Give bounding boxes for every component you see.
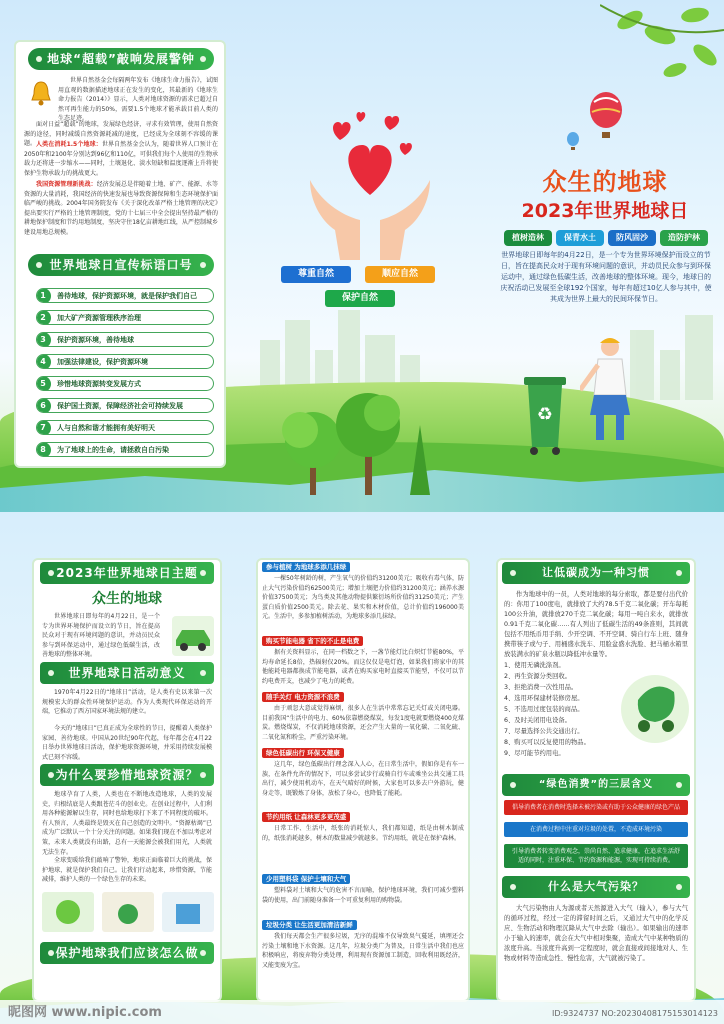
slogan-item: 3 保护资源环境，善待地球: [36, 332, 214, 347]
list-item: 3、拒绝消费一次性用品。: [504, 684, 578, 691]
list-item: 4、选用环保建材装修房屋。: [504, 695, 584, 702]
slogan-item: 1 善待地球，保护资源环境，就是保护我们自己: [36, 288, 214, 303]
consume-item: 倡导消费者在消费时选择未被污染或有助于公众健康的绿色产品: [504, 800, 688, 815]
why-text-2: 全球变暖给我们敲响了警钟，地球正面临着巨大的挑战，保护地球，就是保护我们自己。让我们行动起来，珍惜资源，节能减排，维护人类的一个绿色生存的未来。: [42, 857, 212, 884]
pill-respect-nature: 尊重自然: [281, 266, 351, 283]
electric-car-icon: [170, 616, 216, 656]
low-carbon-list: [504, 660, 624, 759]
tip-head: 购买节能电器 省下的不止是电费: [262, 636, 363, 646]
section-title-how: 保护地球我们应该怎么做: [40, 942, 214, 964]
tip-text: 塑料袋对土壤和大气的危害不言而喻，保护地球环境，我们可减少塑料袋的使用，出门前随身准备一个可重复利用的购物袋。: [262, 887, 464, 904]
tip-text: 我们每天都会生产很多垃圾，无序的混堆不仅导致臭气蔓延，填埋还会污染土壤和地下水资源。这几年，垃圾分类广为普及，日常生活中我们也应积极响应，将废弃物分类处理，利用现有资源加工制造，回收利用既经济，又能变废为宝。: [262, 933, 464, 969]
list-item: 6、及时关闭用电设备。: [504, 717, 571, 724]
earth-day-intro: 世界地球日即每年的4月22日，是一个专为世界环境保护而设立的节日，旨在提高民众对于现有环境问题的意识，并动员民众参与到环保运动中，通过绿色低碳生活，改善地球的整体环境。现今，地球日的庆祝活动已发展至全球192个国家，每年有超过10亿人参与其中，使其成为世界上最大的民间环保节日。: [500, 251, 712, 303]
section-title-theme: 2023年世界地球日主题: [40, 562, 214, 584]
low-carbon-text: 作为地球中的一员，人类对地球的每分索取，都是要付出代价的：你用了100度电，就排放了大约78.5千克二氧化碳；开车每耗100公升油，就排放270千克二氧化碳；每用一吨自来水，就排放0.91千克二氧化碳……有人列出了低碳生活的49条准则，其间就包括不用纸币用手绢、少开空调、不开空调、骑自行车上班、随身携带筷子或勺子、用桶盛水洗车、用脸盆盛水洗脸、把马桶水箱里放装满水的矿泉水瓶以降低冲水量等。: [504, 591, 688, 658]
section-title-why: 为什么要珍惜地球资源？: [40, 764, 214, 786]
inner-spread: [0, 512, 724, 1024]
overload-paragraph-1: 世界自然基金会每隔两年发布《地球生命力报告》，试图用直观的数据描述地球正在发生的变化，其最新的《地球生命力报告（2014）》显示，人类对地球资源的需求已超过自然可再生能力的50%，需要1.5个地球才能承载目前人类的生态足迹。: [58, 77, 218, 123]
meaning-text-1: 1970年4月22日的“地球日”活动，是人类有史以来第一次规模宏大的群众性环境保护运动。作为人类现代环保运动的开端，它推动了西方国家环境法规的建立。: [42, 689, 212, 716]
list-item: 5、不选用过度包装的商品。: [504, 706, 584, 713]
tag-wind-sand: 防风固沙: [608, 230, 656, 246]
tip-head: 随手关灯 电力资源不浪费: [262, 692, 344, 702]
tip-head: 少用塑料袋 保护土壤和大气: [262, 874, 350, 884]
tip-text: 由于顽忽大意或觉得麻烦，很多人在生活中常常忘记关灯或关闭电器。目前我国“生活中的电力、60%依靠燃烧煤炭，每发1度电就要燃烧400克煤炭。燃烧煤炭，不仅消耗地球资源，还会产生大量的一氧化碳、二氧化硫、二氧化氮和粉尘，严重污染环境。: [262, 705, 464, 741]
overload-paragraph-4-body: 经济发展总是伴随着土地、矿产、能源、水等资源的大量消耗，我国经济的快速发展也导致资源保障和生态环境保护面临严峻的挑战。2004年国务院发布《关于深化改革严格土地管理的决定》提出要实行严格的土地管理制度，党的十七届三中全会提出坚持最严格的耕地保护制度和节约用地制度，坚决守住18亿亩耕地红线，从严控制城乡建设用地总规模。: [24, 181, 218, 236]
red-lead-2: 我国资源管理新挑战：: [36, 181, 97, 188]
hot-air-balloon-icon: [586, 92, 626, 144]
slogan-item: 8 为了地球上的生命，请拯救自白污染: [36, 442, 214, 457]
watermark-id: ID:9324737 NO:20230408175153014123: [551, 1009, 718, 1018]
pill-protect-nature: 保护自然: [325, 290, 395, 307]
tip-text: 据有关资料显示，在同一档数之下，一盏节能灯比白炽灯节能80%，平均寿命延长8倍，热辐射仅20%。而这仅仅是电灯泡，如果我们将家中的其他能耗电器都换成节能电器，或者在购买家电时直接买节能型，不仅可以节约电费开支，也减少了电力的耗费。: [262, 649, 464, 685]
section-title-slogans: 世界地球日宣传标语口号: [28, 254, 214, 276]
slogan-item: 6 保护国土资源，保障经济社会可持续发展: [36, 398, 214, 413]
main-title-line1: 众生的地球: [542, 168, 668, 196]
section-title-earth-overload: 地球“超载”敲响发展警钟: [28, 48, 214, 70]
tag-shelter-forest: 造防护林: [660, 230, 708, 246]
green-activity-illustration: [42, 892, 214, 932]
theme-name: 众生的地球: [92, 591, 162, 607]
main-title-line2: 2023年世界地球日: [521, 200, 689, 222]
list-item: 2、再生资源分类回收。: [504, 673, 571, 680]
leaf-car-icon: [618, 672, 692, 746]
tip-head: 参与植树 为地球多添几抹绿: [262, 562, 350, 572]
overload-paragraph-3-body: 世界自然基金会认为，随着世界人口预计在2050年和2100年分别达到96亿和110亿，可供我们每个人使用的生物承载力还将进一步缩水——同时，土壤退化、淡水短缺和温度逐渐上升将使保护生物承载力的挑战更大。: [24, 141, 218, 177]
slogan-item: 4 加强法律建设，保护资源环境: [36, 354, 214, 369]
svg-text:♻: ♻: [536, 404, 554, 425]
slogan-item: 5 珍惜地球资源转变发展方式: [36, 376, 214, 391]
air-pollution-text: 大气污染物由人为源或者天然源进入大气（输入），参与大气的循环过程，经过一定的滞留时间之后，又通过大气中的化学反应、生物活动和物理沉降从大气中去除（输出）。如果输出的速率小于输入的速率，就会在大气中相对集聚，造成大气中某种物质的浓度升高。当浓度升高到一定程度时，就会直接或间接地对人、生物或材料等造成急性、慢性危害，大气就被污染了。: [504, 905, 688, 962]
section-title-green-consume: “绿色消费”的三层含义: [502, 774, 690, 796]
tag-plant-trees: 植树造林: [504, 230, 552, 246]
slogan-item: 7 人与自然和谐才能拥有美好明天: [36, 420, 214, 435]
list-item: 1、使用无磷洗涤剂。: [504, 662, 565, 669]
section-title-low-carbon: 让低碳成为一种习惯: [502, 562, 690, 584]
consume-item: 在消费过程中注重对垃圾的处置，不造成环境污染: [504, 822, 688, 837]
trees-illustration: [270, 385, 450, 505]
theme-text: 世界地球日即每年的4月22日，是一个专为世界环境保护而设立的节日，旨在提高民众对于现有环境问题的意识，并动员民众参与到环保运动中，通过绿色低碳生活，改善地球的整体环境。: [42, 613, 160, 659]
list-item: 7、尽量选择公共交通出行。: [504, 728, 584, 735]
volunteer-figure-illustration: [580, 335, 640, 445]
overload-paragraph-4: [24, 180, 218, 238]
list-item: 8、购买可以反复使用的物品。: [504, 739, 590, 746]
tip-text: 日常工作、生活中，纸张的消耗惊人，我们都知道，纸是由树木制成的，纸张消耗越多，树木的数量减少就越多。节约用纸，就是在保护森林。: [262, 825, 464, 842]
list-item: 9、尽可能节约用电。: [504, 750, 565, 757]
tip-text: 一棵50年树龄的树，产生氧气的价值约31200美元；吸收有毒气体，防止大气污染价值约62500美元；增加土壤肥力价值约31200美元；涵养水源价值37500美元；为鸟类及其他动物提供繁衍场所价值约31250美元；产生蛋白质价值2500美元。除去花、果实和木材价值，总计价值约196000美元。生活中，多参加植树活动，为地球多添几抹绿。: [262, 575, 464, 621]
hands-holding-hearts-illustration: [300, 100, 440, 260]
small-balloon-icon: [565, 132, 581, 152]
tip-head: 绿色低碳出行 环保又健康: [262, 748, 344, 758]
tag-water-soil: 保青水土: [556, 230, 604, 246]
overload-paragraph-3: [24, 140, 218, 178]
red-lead-1: 人类在消耗1.5个地球：: [36, 141, 102, 148]
section-title-air-pollution: 什么是大气污染？: [502, 876, 690, 898]
watermark-logo: 昵图网 www.nipic.com: [8, 1005, 162, 1020]
why-text-1: 地球孕育了人类，人类也在不断地改造地球，人类的发展史，归根结底是人类跟苍茫斗的创业史。在创业过程中，人们利用各种能源解以生存，同时也给地球打下来了不同程度的破坏。有人预言，人类最终是毁灭在自己创造的文明中。“资源枯竭”已成为广泛默认一个十分关注的问题。如果我们现在不加以考虑对策，未来人类就没有出路，总有一天能源会被我们用光，人类就无法生存。: [42, 791, 212, 856]
recycle-bin-icon: [520, 375, 570, 455]
alarm-bell-icon: [30, 80, 52, 106]
meaning-text-2: 今天的“地球日”已真正成为全球性的节日，提醒着人类保护家园、善待地球。中国从20世纪90年代起，每年都会在4月22日举办世界地球日活动，保护地球资源环境，并采用持续发展模式已刻不容缓。: [42, 725, 212, 761]
leaves-decoration: [600, 0, 724, 90]
slogan-item: 2 加大矿产资源管理秩序治理: [36, 310, 214, 325]
consume-item: 引导消费者转变消费观念，崇尚自然、追求健康，在追求生活舒适的同时，注重环保、节约资源和能源，实现可持续消费。: [504, 844, 688, 868]
overload-paragraph-2: 面对日益“超载”的地球，发展绿色经济，寻求有效管理，使用自然资源的途径，同时减缓自然资源耗减的速度，已经成为全球刻不容缓的课题。: [24, 121, 218, 148]
tip-text: 这几年，绿色低碳出行理念深入人心，在日常生活中，假如你是有车一族，在条件允许的情况下，可以多尝试步行或骑自行车或乘坐公共交通工具出行，减少使用机动车，在天气晴好的时候，大家也可以多去户外游玩，健身走等，既锻炼了身体，放松了身心，也降低了能耗。: [262, 761, 464, 797]
tip-head: 节约用纸 让森林更多更茂盛: [262, 812, 350, 822]
tip-head: 垃圾分类 让生活更加清洁新鲜: [262, 920, 357, 930]
pill-comply-nature: 顺应自然: [365, 266, 435, 283]
section-title-meaning: 世界地球日活动意义: [40, 662, 214, 684]
